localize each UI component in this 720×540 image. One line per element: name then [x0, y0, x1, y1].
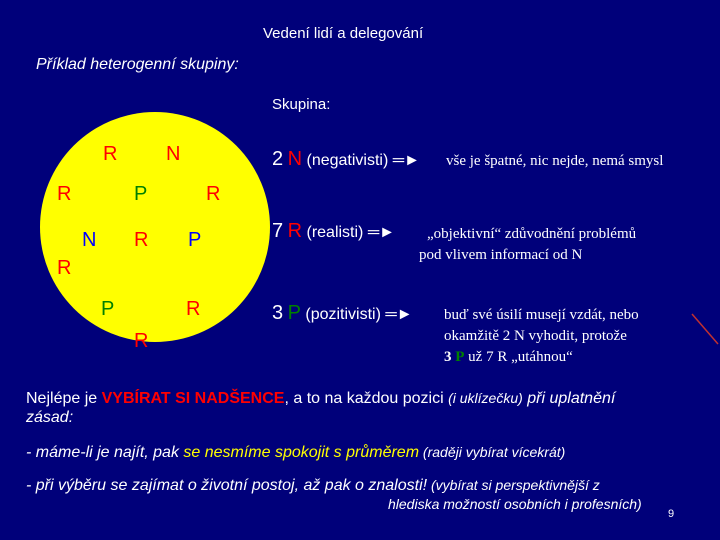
circle-letter: N [166, 143, 181, 165]
text: máme-li je najít, pak [35, 444, 184, 461]
group-circle [40, 112, 270, 342]
page-number: 9 [668, 508, 675, 520]
legend-row-p [272, 302, 413, 325]
subtitle: Příklad heterogenní skupiny: [36, 56, 239, 73]
legend-count: 3 [272, 302, 284, 324]
legend-desc: okamžitě 2 N vyhodit, protože [444, 328, 627, 344]
arrow-icon: ═► [367, 224, 395, 241]
circle-letter: R [206, 183, 221, 205]
legend-count: 2 [272, 148, 284, 170]
text: (raději vybírat vícekrát) [419, 444, 566, 460]
legend-desc: buď své úsilí musejí vzdát, nebo [444, 307, 639, 323]
legend-letter: N [287, 148, 303, 170]
legend-label: (negativisti) [306, 152, 389, 169]
paragraph-line-1 [26, 389, 615, 408]
circle-letter: R [57, 183, 72, 205]
arrow-icon: ═► [392, 152, 420, 169]
arrow-icon: ═► [385, 306, 413, 323]
legend-letter: R [287, 220, 303, 242]
legend-desc-last [444, 347, 573, 367]
circle-letter: P [101, 298, 115, 320]
legend-desc: vše je špatné, nic nejde, nemá smysl [446, 153, 664, 169]
text: při výběru se zajímat o životní postoj, až pak o znalosti! [35, 477, 428, 494]
legend-desc-text: už 7 R „utáhnou“ [468, 349, 573, 365]
legend-label: (pozitivisti) [305, 306, 381, 323]
text: - [26, 477, 36, 494]
decorative-line [690, 300, 720, 360]
bullet-2 [26, 476, 600, 495]
legend-desc-letter: P [455, 349, 465, 365]
text: (vybírat si perspektivnější z [427, 477, 600, 493]
legend-row-r [272, 220, 395, 243]
text: (i uklízečku) [448, 390, 523, 406]
paragraph-line-2: zásad: [26, 409, 74, 426]
text: Nejlépe je [26, 390, 102, 407]
circle-letter: P [134, 183, 148, 205]
circle-letter: R [134, 229, 149, 251]
legend-row-n [272, 148, 420, 171]
text: při uplatnění [522, 390, 616, 407]
circle-letter: R [103, 143, 118, 165]
circle-letter: R [186, 298, 201, 320]
slide-title: Vedení lidí a delegování [263, 25, 424, 42]
legend-desc: pod vlivem informací od N [419, 247, 583, 263]
circle-letter: R [57, 257, 72, 279]
highlight-text: se nesmíme spokojit s průměrem [183, 444, 420, 461]
legend-letter: P [287, 302, 301, 324]
text: - [26, 444, 36, 461]
circle-letter: P [188, 229, 202, 251]
legend-count: 7 [272, 220, 284, 242]
circle-letter: N [82, 229, 97, 251]
legend-desc-count: 3 [444, 349, 452, 365]
bullet-2-continued: hlediska možností osobních i profesních) [388, 496, 642, 512]
bullet-1 [26, 443, 565, 462]
highlight-text: VYBÍRAT SI NADŠENCE [101, 390, 285, 407]
group-label: Skupina: [272, 96, 331, 113]
legend-desc: „objektivní“ zdůvodnění problémů [427, 226, 637, 242]
legend-label: (realisti) [306, 224, 364, 241]
circle-letter: R [134, 330, 149, 352]
text: , a to na každou pozici [284, 390, 449, 407]
